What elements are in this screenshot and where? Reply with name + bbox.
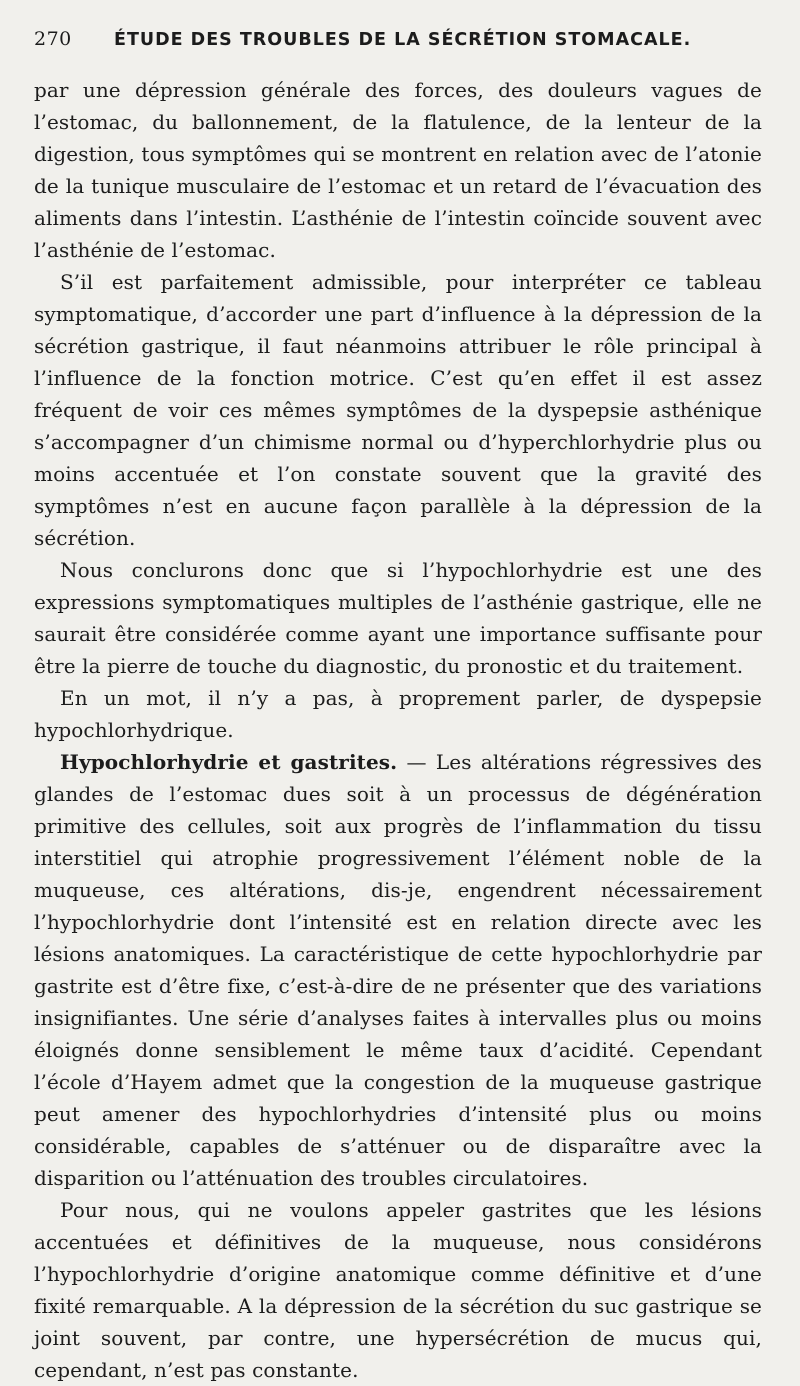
running-title: ÉTUDE DES TROUBLES DE LA SÉCRÉTION STOMACALE. [114,30,692,50]
paragraph [34,266,762,554]
paragraph-text: Pour nous, qui ne voulons appeler gastrites que les lésions accentuées et définitives de la muqueuse, nous considérons l’hypochlorhydrie d’origine anatomique comme définitive et d’une fixité remarquable. A la dépression de la sécrétion du suc gastrique se joint souvent, par contre, une hypersécrétion de mucus qui, cependant, n’est pas constante. [34,1198,762,1382]
paragraph [34,682,762,746]
paragraph [34,554,762,682]
paragraph-text: S’il est parfaitement admissible, pour interpréter ce tableau symptomatique, d’accorder une part d’influence à la dépression de la sécrétion gastrique, il faut néanmoins attribuer le rôle principal à l’influence de la fonction motrice. C’est qu’en effet il est assez fréquent de voir ces mêmes symptômes de la dyspepsie asthénique s’accompagner d’un chimisme normal ou d’hyperchlorhydrie plus ou moins accentuée et l’on constate souvent que la gravité des symptômes n’est en aucune façon parallèle à la dépression de la sécrétion. [34,270,762,550]
paragraph [34,74,762,266]
body-text [34,74,762,1386]
paragraph [34,746,762,1194]
paragraph-text: — Les altérations régressives des glandes de l’estomac dues soit à un processus de dégénération primitive des cellules, soit aux progrès de l’inflammation du tissu interstitiel qui atrophie progressivement l’élément noble de la muqueuse, ces altérations, dis-je, engendrent nécessairement l’hypochlorhydrie dont l’intensité est en relation directe avec les lésions anatomiques. La caractéristique de cette hypochlorhydrie par gastrite est d’être fixe, c’est-à-dire de ne présenter que des variations insignifiantes. Une série d’analyses faites à intervalles plus ou moins éloignés donne sensiblement le même taux d’acidité. Cependant l’école d’Hayem admet que la congestion de la muqueuse gastrique peut amener des hypochlorhydries d’intensité plus ou moins considérable, capables de s’atténuer ou de disparaître avec la disparition ou l’atténuation des troubles circulatoires. [34,750,763,1190]
page-header [34,28,762,64]
paragraph-text: En un mot, il n’y a pas, à proprement parler, de dyspepsie hypochlorhydrique. [34,686,762,742]
page-number: 270 [34,28,72,50]
section-heading: Hypochlorhydrie et gastrites. [60,750,398,774]
paragraph [34,1194,762,1386]
paragraph-text: Nous conclurons donc que si l’hypochlorhydrie est une des expressions symptomatiques multiples de l’asthénie gastrique, elle ne saurait être considérée comme ayant une importance suffisante pour être la pierre de touche du diagnostic, du pronostic et du traitement. [34,558,762,678]
paragraph-text: par une dépression générale des forces, des douleurs vagues de l’estomac, du ballonnement, de la flatulence, de la lenteur de la digestion, tous symptômes qui se montrent en relation avec de l’atonie de la tunique musculaire de l’estomac et un retard de l’évacuation des aliments dans l’intestin. L’asthénie de l’intestin coïncide souvent avec l’asthénie de l’estomac. [34,78,762,262]
